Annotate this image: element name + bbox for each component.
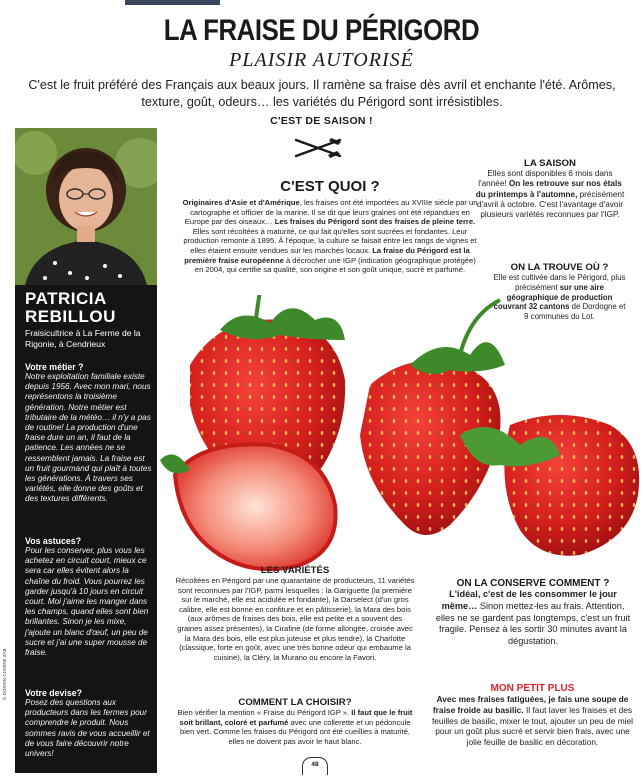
petit-plus-body xyxy=(430,694,635,748)
quoi-p1-bold: Originaires d'Asie et d'Amérique xyxy=(182,198,300,207)
photo-credit: © DORIAN CUISINE ZAB xyxy=(2,648,7,700)
choisir-t1: Bien vérifier la mention « Fraise du Périgord IGP ». xyxy=(177,708,352,717)
varietes-body: Récoltées en Périgord par une quarantaine de producteurs, 11 variétés sont reconnues par l'IGP, parmi lesquelles : la Gariguette (la première sur le marché, elle est acidulée et fondante), la Darselect (d'un gros calibre, elle est bonne en confiture et en pâtisserie), la Mara des bois (aux arômes de fraises des bois, elle est petite et a souvent des graines assez présentes), la Cirafine (de forme allongée, croisée avec la Mara des bois, elle est plus juteuse et plus tendre), la Charlotte (classique, forte en goût, avec une très bonne odeur qui embaume la cuisine), la Cléry, la Murano ou encore la Favori. xyxy=(175,576,415,662)
crossed-fork-knife-icon xyxy=(293,137,343,159)
conserve-t2: Sinon mettez-les au frais. Attention, elles ne se gardent pas longtemps, c'est un fruit fragile. Pensez à les sortir 30 minutes avant la dégustation. xyxy=(435,600,631,647)
profile-name xyxy=(25,290,116,326)
choisir-title: COMMENT LA CHOISIR? xyxy=(238,697,352,708)
answer-astuces: Pour les conserver, plus vous les achetez en circuit court, mieux ce sera car elles évitent alors la chaîne du froid. Vous pourrez les garder jusqu'à 10 jours en circuit court. Moi j'aime les manger dans les champs, quand elles sont bien brillantes. Sinon je les mixe, j'ajoute un blanc d'œuf, un peu de sucre et j'ai une super mousse de fraise. xyxy=(25,546,149,658)
section-petit-plus xyxy=(430,683,635,748)
profile-last-name: REBILLOU xyxy=(25,307,116,326)
answer-devise: Posez des questions aux producteurs dans les fermes pour comprendre le produit. Nous sommes ravis de vous accueillir et de vous faire découvrir notre univers! xyxy=(25,698,150,759)
quoi-p3: à décrocher une IGP (indication géographique protégée) en 2004, qui certifie sa qualité, son origine et son goût unique, sucré et parfumé. xyxy=(194,255,476,275)
section-varietes xyxy=(175,565,415,662)
conserve-body xyxy=(433,589,633,648)
saison-title: LA SAISON xyxy=(524,158,576,169)
question-devise: Votre devise? xyxy=(25,688,83,698)
profile-first-name: PATRICIA xyxy=(25,289,107,308)
quoi-p2-bold: Les fraises du Périgord sont des fraises de pleine terre. xyxy=(274,217,476,227)
season-tag: C'EST DE SAISON ! xyxy=(270,115,373,127)
page-title: LA FRAISE DU PÉRIGORD xyxy=(163,14,480,47)
portrait-photo xyxy=(15,128,157,285)
portrait-illustration xyxy=(15,128,157,285)
intro-text: C'est le fruit préféré des Français aux beaux jours. Il ramène sa fraise dès avril et enchante l'été. Arômes, texture, goût, odeurs… les variétés du Périgord sont irrésistibles. xyxy=(28,78,616,109)
petit-plus-t1-bold: Avec mes fraises fatiguées, je fais une soupe de fraise froide au basilic. xyxy=(432,694,629,715)
question-metier: Votre métier ? xyxy=(25,362,84,372)
section-choisir xyxy=(175,697,415,746)
saison-t1-bold: On les retrouve sur nos étals du printemps à l'automne, xyxy=(475,179,622,199)
trouve-title: ON LA TROUVE OÙ ? xyxy=(510,262,609,273)
saison-body xyxy=(475,169,625,220)
quoi-title: C'EST QUOI ? xyxy=(280,178,380,195)
section-conserve xyxy=(433,578,633,648)
question-astuces: Vos astuces? xyxy=(25,536,82,546)
quoi-p2: Elles sont récoltées à maturité, ce qui fait qu'elles sont sucrées et fondantes. Leur production remonte à 1895. À l'époque, la culture se faisait entre les rangs de vignes et elles étaient ensuite vendues sur les marchés locaux. xyxy=(183,226,477,255)
profile-qa-2 xyxy=(25,536,153,658)
page-subtitle: PLAISIR AUTORISÉ xyxy=(229,49,414,71)
trouve-t1: Elle est cultivée dans le Périgord, plus précisément xyxy=(493,273,626,292)
choisir-body xyxy=(175,708,415,746)
profile-qa-1 xyxy=(25,362,153,505)
choisir-t2: avec une collerette et un pédoncule bien vert. Comme les fraises du Périgord ont été cueillies à maturité, elles ne doivent pas avoir le haut blanc. xyxy=(179,717,411,746)
section-saison xyxy=(475,158,625,220)
section-quoi xyxy=(180,178,480,275)
page-number: 48 xyxy=(302,757,328,775)
strawberries-illustration xyxy=(160,295,643,580)
profile-qa-3 xyxy=(25,688,153,759)
profile-role: Fraisicultrice à La Ferme de la Rigonie, à Cendrieux xyxy=(25,328,141,349)
trouve-t1-bold: sur une aire géographique de production couvrant 32 cantons xyxy=(493,282,613,312)
saison-t2: précisément d'avril à octobre. C'est l'avantage d'avoir plusieurs variétés reconnues par l'IGP. xyxy=(477,189,625,220)
trouve-t2: de Dordogne et 9 communes du Lot. xyxy=(524,302,626,322)
saison-t1: Elles sont disponibles 6 mois dans l'année! xyxy=(478,169,613,189)
choisir-t1-bold: Il faut que le fruit soit brillant, coloré et parfumé xyxy=(179,708,413,727)
petit-plus-title: MON PETIT PLUS xyxy=(490,683,575,694)
varietes-title: LES VARIÉTÉS xyxy=(260,565,330,576)
answer-metier: Notre exploitation familiale existe depuis 1956. Avec mon mari, nous représentons la troisième génération. Notre métier est tributaire de la météo… il n'y a pas de routine! La production d'une fraise dure un an, il faut de la patience. Les années ne se ressemblent jamais. La fraise est un fruit gourmand qui plaît à toutes les générations. À travers ses variétés, elle donne des goûts et des textures différents. xyxy=(25,372,152,504)
quoi-body xyxy=(180,198,480,275)
conserve-title: ON LA CONSERVE COMMENT ? xyxy=(456,578,610,589)
top-accent-bar xyxy=(125,0,220,5)
conserve-t1-bold: L'idéal, c'est de les consommer le jour même… xyxy=(441,589,617,611)
quoi-p3-bold: La fraise du Périgord est la première fraise européenne xyxy=(184,245,470,265)
petit-plus-t2: Il faut laver les fraises et des feuilles de basilic, mixer le tout, ajouter un peu de miel pour un goût plus sucré et servir bien frais, avec une jolie feuille de basilic en décoration. xyxy=(431,704,634,748)
quoi-p1: , les fraises ont été importées au XVIIIe siècle par un cartographe et officier de la marine. Il se dit que leurs graines ont été répandues en Europe par des oiseaux… xyxy=(184,198,478,227)
